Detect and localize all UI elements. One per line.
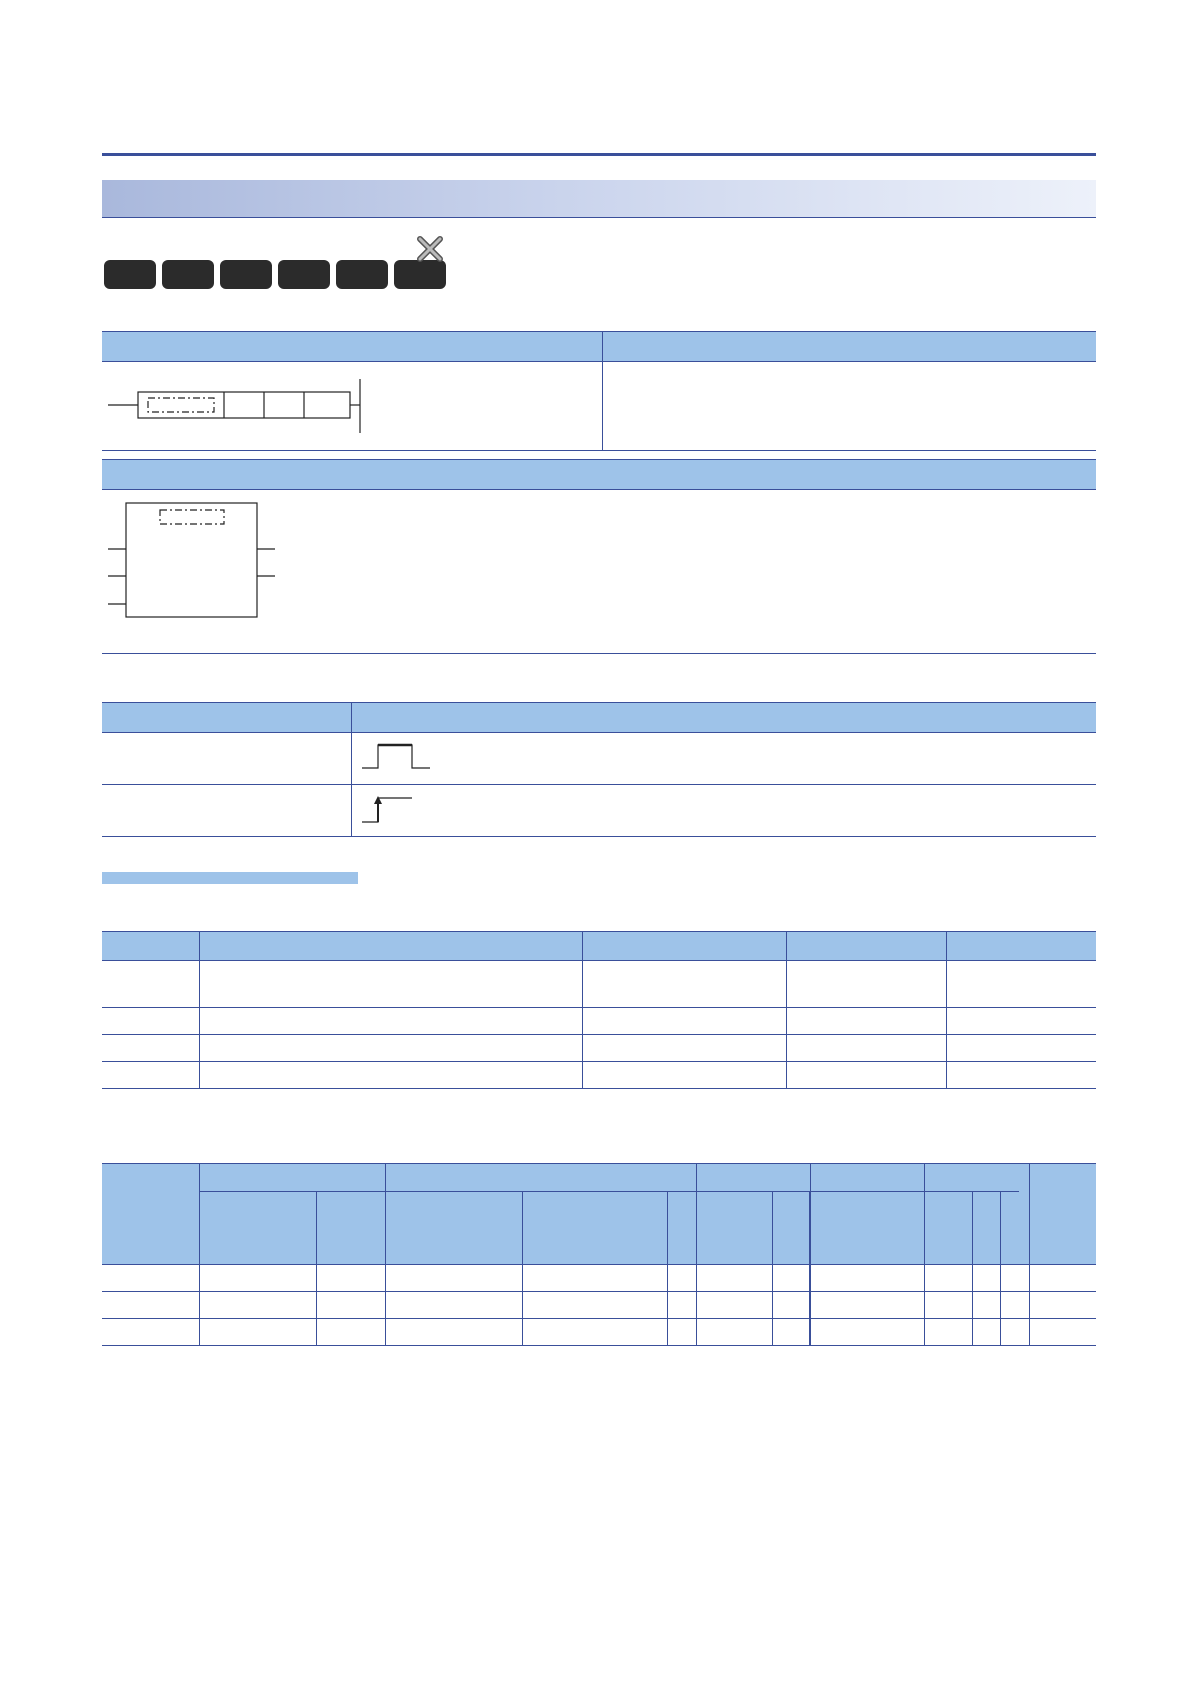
table-cell (199, 1062, 582, 1089)
table-cell (102, 1008, 199, 1035)
table-cell (582, 1008, 786, 1035)
cpu-badge-2 (162, 260, 214, 289)
cpu-badge-3 (220, 260, 272, 289)
table-cell (786, 961, 946, 1008)
table-row (102, 1062, 1096, 1089)
cpu-badge-4 (278, 260, 330, 289)
execution-table-header-border (102, 732, 1096, 733)
cpu-badge-6 (394, 260, 446, 289)
ladder-diagram (106, 378, 366, 434)
fbd-diagram (104, 500, 284, 622)
pulse-on-icon (360, 740, 436, 772)
ladder-table-bottom-border (102, 450, 1096, 451)
execution-table-bottom-border (102, 836, 1096, 837)
ladder-table-top-border (102, 331, 1096, 332)
setting-data-subsection-bar (102, 872, 358, 884)
section-title-bar (102, 180, 1096, 218)
table-cell (946, 961, 1096, 1008)
ladder-table-header (102, 332, 1096, 361)
table-cell (199, 961, 582, 1008)
setting-header-label-type (946, 932, 1096, 961)
top-rule (102, 153, 1096, 156)
table-cell (102, 1035, 199, 1062)
table-cell (102, 961, 199, 1008)
fbd-table-header (102, 460, 1096, 489)
table-row (102, 1035, 1096, 1062)
table-cell (102, 1062, 199, 1089)
table-cell (786, 1008, 946, 1035)
ladder-table-header-border (102, 361, 1096, 362)
setting-header-range (582, 932, 786, 961)
table-cell (199, 1008, 582, 1035)
execution-table-header (102, 703, 1096, 732)
rising-edge-icon (360, 792, 436, 826)
table-cell (786, 1035, 946, 1062)
execution-table-top-border (102, 702, 1096, 703)
cpu-badge-5 (336, 260, 388, 289)
table-cell (946, 1008, 1096, 1035)
execution-table-divider (351, 702, 352, 836)
table-cell (786, 1062, 946, 1089)
setting-header-data-type (786, 932, 946, 961)
fbd-table-top-border (102, 459, 1096, 460)
fbd-table-header-border (102, 489, 1096, 490)
setting-table-header-row (102, 932, 1096, 961)
setting-data-table (102, 931, 1096, 1089)
setting-header-operand (102, 932, 199, 961)
ladder-table-divider (602, 331, 603, 450)
table-cell (946, 1062, 1096, 1089)
cpu-badge-1 (104, 260, 156, 289)
table-cell (582, 1035, 786, 1062)
table-row (102, 961, 1096, 1008)
table-cell (199, 1035, 582, 1062)
fbd-table-bottom-border (102, 653, 1096, 654)
table-cell (946, 1035, 1096, 1062)
device-table-grid (102, 1163, 1096, 1352)
cross-icon (415, 234, 445, 264)
table-cell (582, 1062, 786, 1089)
setting-header-description (199, 932, 582, 961)
table-cell (582, 961, 786, 1008)
execution-table-row-border (102, 784, 1096, 785)
table-row (102, 1008, 1096, 1035)
